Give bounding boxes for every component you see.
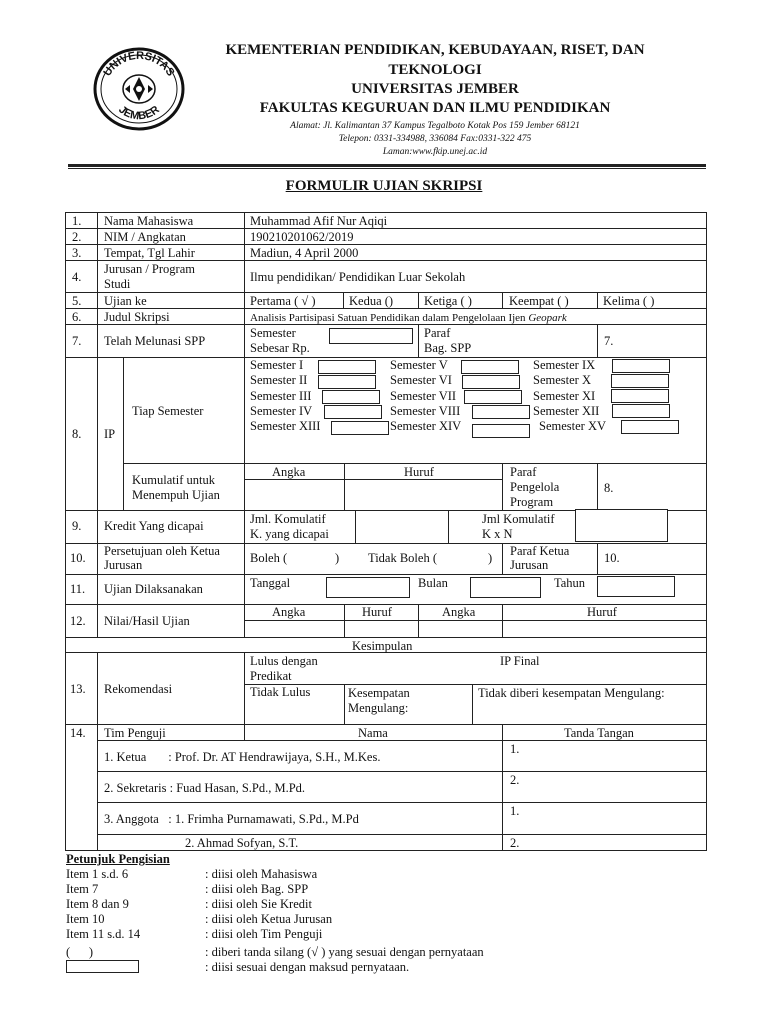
phone: Telepon: 0331-334988, 336084 Fax:0331-322 475 [338,134,532,144]
instruction-desc: : diisi oleh Mahasiswa [205,867,318,881]
row6-label: Judul Skripsi [104,310,170,324]
kumulatif-label-l2: Menempuh Ujian [132,488,220,502]
semester-box[interactable] [331,421,389,435]
semester-box[interactable] [612,359,670,373]
row10-no: 10. [70,551,86,565]
no-retake-label: Tidak diberi kesempatan Mengulang: [478,686,665,700]
instruction-item: Item 11 s.d. 14 [66,927,141,941]
tiap-semester-label: Tiap Semester [132,404,204,418]
credit-kxn-box[interactable] [575,509,668,542]
head-paraf-l2: Jurusan [510,558,549,572]
semester-label: Semester VI [390,373,452,387]
exam-month-box[interactable] [470,577,541,598]
student-nim[interactable]: 190210201062/2019 [250,230,354,244]
semester-box[interactable] [322,390,380,404]
row12-no: 12. [70,614,86,628]
semester-box[interactable] [621,420,679,434]
instruction-item: Item 10 [66,912,105,926]
row1-label: Nama Mahasiswa [104,214,194,228]
row7-no: 7. [72,334,82,348]
exam-option-3[interactable]: Ketiga ( ) [424,294,472,308]
semester-label: Semester III [250,389,312,403]
credit-total-l2: K. yang dicapai [250,527,329,541]
credit-kxn-l1: Jml Komulatif [482,512,555,526]
row12-label: Nilai/Hasil Ujian [104,614,190,628]
instruction-item: Item 1 s.d. 6 [66,867,129,881]
thesis-title-text: Analisis Partisipasi Satuan Pendidikan dalam Pengelolaan Ijen [250,312,529,324]
website: Laman:www.fkip.unej.ac.id [382,147,488,157]
examiner-name-header: Nama [358,726,388,740]
form-title: FORMULIR UJIAN SKRIPSI [285,178,483,194]
row10-label-l1: Persetujuan oleh Ketua [104,544,220,558]
semester-box[interactable] [461,360,519,374]
pass-predicate-l2: Predikat [250,669,292,683]
faculty-name: FAKULTAS KEGURUAN DAN ILMU PENDIDIKAN [259,100,611,116]
ministry-line1: KEMENTERIAN PENDIDIKAN, KEBUDAYAAN, RISET, DAN [225,42,645,58]
semester-box[interactable] [611,374,669,388]
examiner-member1: 3. Anggota : 1. Frimha Purnamawati, S.Pd., M.Pd [104,812,359,826]
row1-no: 1. [72,214,82,228]
university-name: UNIVERSITAS JEMBER [351,81,519,97]
conclusion-header: Kesimpulan [352,639,413,653]
score-angka2-header: Angka [442,605,476,619]
row4-no: 4. [72,270,82,284]
examiner-member2: 2. Ahmad Sofyan, S.T. [185,836,299,850]
svg-text:UNIVERSITAS: UNIVERSITAS [101,49,177,79]
row6-no: 6. [72,310,82,324]
exam-date-label: Tanggal [250,576,291,590]
spp-semester-l2: Sebesar Rp. [250,341,310,355]
row14-no: 14. [70,726,86,740]
row7-label: Telah Melunasi SPP [104,334,206,348]
row5-label: Ujian ke [104,294,147,308]
semester-box[interactable] [464,390,522,404]
semester-box[interactable] [462,375,520,389]
instruction-desc: : diisi oleh Sie Kredit [205,897,312,911]
row11-label: Ujian Dilaksanakan [104,582,203,596]
row5-no: 5. [72,294,82,308]
row4-label-l2: Studi [104,277,131,291]
head-signature-num: 10. [604,551,620,565]
spp-paraf-l1: Paraf [424,326,451,340]
semester-label: Semester IX [533,358,596,372]
semester-box[interactable] [324,405,382,419]
ip-signature-num: 8. [604,481,614,495]
header-rule-thin [68,168,706,169]
semester-box[interactable] [318,360,376,374]
score-angka-header: Angka [272,605,306,619]
instruction-item: ( ) [66,945,94,959]
instruction-desc: : diisi sesuai dengan maksud pernyataan. [205,960,410,974]
signature-slot[interactable]: 2. [510,773,520,787]
spp-amount-box[interactable] [329,328,413,344]
examiner-sign-header: Tanda Tangan [564,726,634,740]
exam-month-label: Bulan [418,576,448,590]
score-huruf2-header: Huruf [587,605,617,619]
approval-allowed-close: ) [335,551,340,565]
address: Alamat: Jl. Kalimantan 37 Kampus Tegalboto Kotak Pos 159 Jember 68121 [290,121,580,131]
semester-label: Semester XIV [390,419,462,433]
row13-label: Rekomendasi [104,682,173,696]
retake-l1: Kesempatan [348,686,410,700]
row11-no: 11. [70,582,86,596]
semester-label: Semester I [250,358,304,372]
ip-paraf-l1: Paraf [510,465,537,479]
student-name[interactable]: Muhammad Afif Nur Aqiqi [250,214,388,228]
kumulatif-label-l1: Kumulatif untuk [132,473,215,487]
signature-slot[interactable]: 2. [510,836,520,850]
signature-slot[interactable]: 1. [510,742,520,756]
instruction-desc: : diisi oleh Bag. SPP [205,882,309,896]
row14-label: Tim Penguji [104,726,166,740]
ip-final-label: IP Final [500,654,540,668]
instruction-desc: : diisi oleh Ketua Jurusan [205,912,333,926]
ip-angka-header: Angka [272,465,306,479]
examiner-chair: 1. Ketua : Prof. Dr. AT Hendrawijaya, S.H., M.Kes. [104,750,381,764]
row10-label-l2: Jurusan [104,558,143,572]
spp-paraf-l2: Bag. SPP [424,341,472,355]
row3-label: Tempat, Tgl Lahir [104,246,195,260]
semester-label: Semester XV [539,419,606,433]
instruction-desc: : diberi tanda silang (√ ) yang sesuai dengan pernyataan [205,945,484,959]
semester-label: Semester XI [533,389,596,403]
ministry-line2: TEKNOLOGI [388,62,482,78]
credit-kxn-l2: K x N [482,527,513,541]
semester-box[interactable] [611,389,669,403]
exam-year-box[interactable] [597,576,675,597]
row2-label: NIM / Angkatan [104,230,186,244]
semester-label: Semester IV [250,404,313,418]
approval-denied-close: ) [488,551,493,565]
ip-huruf-header: Huruf [404,465,434,479]
row9-no: 9. [72,519,82,533]
thesis-title[interactable] [250,311,567,325]
spp-signature-num: 7. [604,334,614,348]
credit-total-l1: Jml. Komulatif [250,512,326,526]
exam-year-label: Tahun [554,576,586,590]
row9-label: Kredit Yang dicapai [104,519,204,533]
approval-denied[interactable]: Tidak Boleh ( [368,551,437,565]
row8-no: 8. [72,427,82,441]
semester-label: Semester VII [390,389,457,403]
instructions-title: Petunjuk Pengisian [66,852,170,866]
semester-box[interactable] [612,404,670,418]
retake-l2: Mengulang: [348,701,409,715]
pass-predicate-l1: Lulus dengan [250,654,318,668]
row4-label-l1: Jurusan / Program [104,262,195,276]
row13-no: 13. [70,682,86,696]
semester-box[interactable] [318,375,376,389]
semester-label: Semester XIII [250,419,321,433]
semester-box[interactable] [472,424,530,438]
row2-no: 2. [72,230,82,244]
exam-option-5[interactable]: Kelima ( ) [603,294,655,308]
exam-option-1[interactable]: Pertama ( √ ) [250,294,316,308]
thesis-title-italic: Geopark [528,312,567,324]
semester-label: Semester XII [533,404,600,418]
instruction-item: Item 7 [66,882,99,896]
score-huruf-header: Huruf [362,605,392,619]
row8-label: IP [104,427,116,441]
exam-option-2[interactable]: Kedua () [349,294,394,308]
birth-place-date[interactable]: Madiun, 4 April 2000 [250,246,359,260]
head-paraf-l1: Paraf Ketua [510,544,570,558]
svg-text:JEMBER: JEMBER [116,103,162,123]
semester-label: Semester V [390,358,448,372]
ip-paraf-l2: Pengelola [510,480,560,494]
semester-box[interactable] [472,405,530,419]
instruction-desc: : diisi oleh Tim Penguji [205,927,323,941]
exam-option-4[interactable]: Keempat ( ) [509,294,569,308]
instruction-item: Item 8 dan 9 [66,897,129,911]
study-program[interactable]: Ilmu pendidikan/ Pendidikan Luar Sekolah [250,270,466,284]
ip-paraf-l3: Program [510,495,554,509]
instruction-box-sample [66,960,139,973]
approval-allowed[interactable]: Boleh ( [250,551,288,565]
semester-label: Semester II [250,373,308,387]
not-pass-label: Tidak Lulus [250,685,311,699]
semester-label: Semester X [533,373,591,387]
examiner-secretary: 2. Sekretaris : Fuad Hasan, S.Pd., M.Pd. [104,781,306,795]
spp-semester-l1: Semester [250,326,296,340]
signature-slot[interactable]: 1. [510,804,520,818]
semester-label: Semester VIII [390,404,461,418]
header-rule [68,164,706,167]
exam-date-box[interactable] [326,577,410,598]
row3-no: 3. [72,246,82,260]
